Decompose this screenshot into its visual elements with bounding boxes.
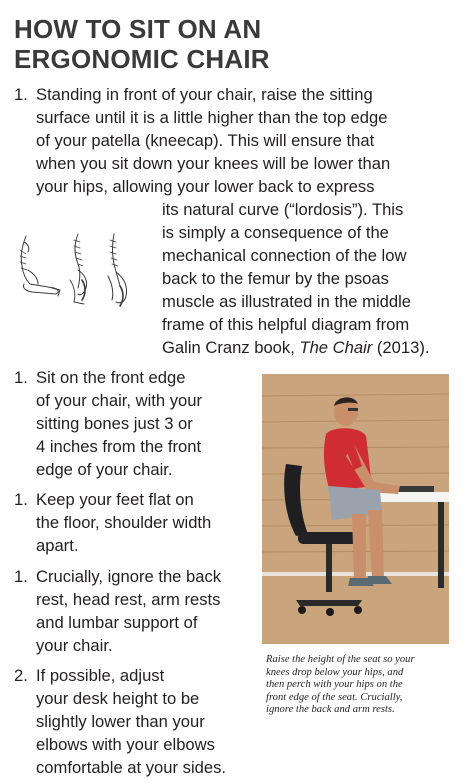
step-1-line: Standing in front of your chair, raise the sitting	[36, 85, 373, 104]
step-4-number: 1.	[14, 567, 28, 586]
step-5-line: elbows with your elbows	[36, 735, 215, 754]
step-5-line: If possible, adjust	[36, 666, 165, 685]
step-4-line: Crucially, ignore the back	[36, 567, 222, 586]
step-3-line: apart.	[36, 536, 79, 555]
step-1-line: frame of this helpful diagram from	[162, 315, 410, 334]
step-5-line: your desk height to be	[36, 689, 200, 708]
step-1-number: 1.	[14, 85, 28, 104]
step-1-line: of your patella (kneecap). This will ensure that	[36, 131, 375, 150]
step-1-line: surface until it is a little higher than the top edge	[36, 108, 388, 127]
step-4-line: your chair.	[36, 636, 113, 655]
step-1-line: its natural curve (“lordosis”). This	[162, 200, 404, 219]
step-1-line: back to the femur by the psoas	[162, 269, 389, 288]
chair-photo	[262, 374, 449, 644]
book-title: The Chair	[299, 338, 373, 357]
caption-line: Raise the height of the seat so your	[266, 654, 415, 665]
step-4-line: and lumbar support of	[36, 613, 198, 632]
step-2-line: sitting bones just 3 or	[36, 414, 193, 433]
step-4-line: rest, head rest, arm rests	[36, 590, 221, 609]
step-5-number: 2.	[14, 666, 28, 685]
step-1-last-line	[162, 338, 429, 358]
caption-line: then perch with your hips on the	[266, 679, 403, 691]
posture-diagram	[8, 230, 158, 310]
photo-caption	[266, 654, 456, 717]
caption-line: ignore the back and arm rests.	[266, 704, 395, 716]
step-1-line: muscle as illustrated in the middle	[162, 292, 412, 311]
step-2-line: edge of your chair.	[36, 460, 173, 479]
caption-line: knees drop below your hips, and	[266, 666, 404, 678]
step-1-line: your hips, allowing your lower back to express	[36, 177, 375, 196]
step-2-line: Sit on the front edge	[36, 368, 186, 387]
step-2-line: of your chair, with your	[36, 391, 203, 410]
title-line-2: ERGONOMIC CHAIR	[14, 44, 270, 74]
title-line-1: HOW TO SIT ON AN	[14, 14, 262, 44]
step-1-line: when you sit down your knees will be lower than	[36, 154, 391, 173]
step-2-line: 4 inches from the front	[36, 437, 202, 456]
step-2-number: 1.	[14, 368, 28, 387]
chair-photo-illustration	[262, 374, 449, 644]
page-title	[14, 14, 454, 74]
step-3-line: Keep your feet flat on	[36, 490, 194, 509]
step-1-line: is simply a consequence of the	[162, 223, 389, 242]
step-3-number: 1.	[14, 490, 28, 509]
step-1-line: mechanical connection of the low	[162, 246, 407, 265]
step-1-last-prefix: Galin Cranz book,	[162, 338, 300, 357]
step-3-line: the floor, shoulder width	[36, 513, 212, 532]
step-1-last-suffix: (2013).	[372, 338, 430, 357]
step-5-line: slightly lower than your	[36, 712, 205, 731]
step-5-line: comfortable at your sides.	[36, 758, 226, 777]
caption-line: front edge of the seat. Crucially,	[266, 691, 403, 703]
